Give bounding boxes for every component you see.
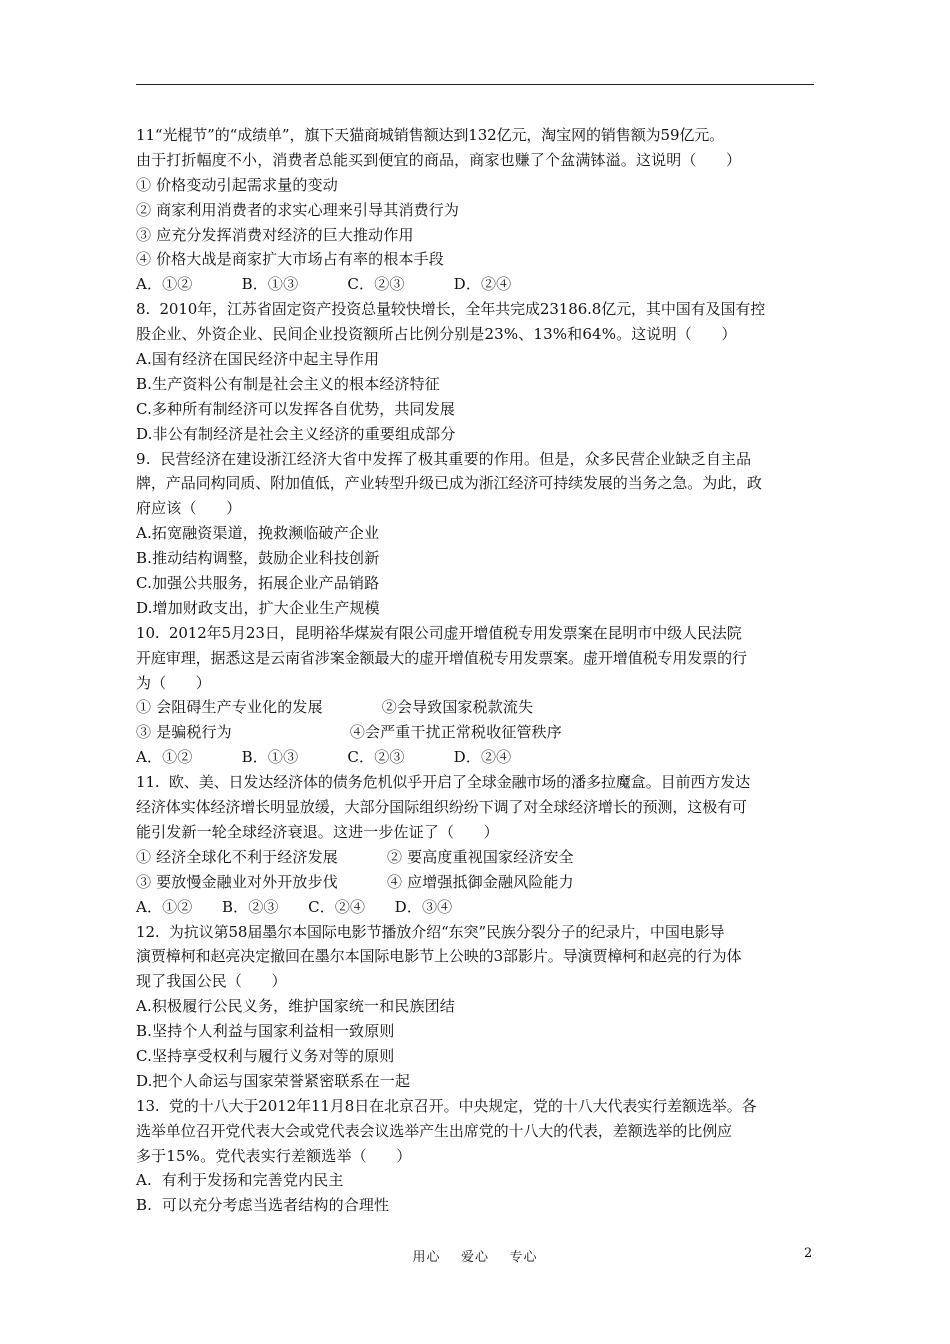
text-line: 多于15%。党代表实行差额选举（ ）: [136, 1146, 412, 1165]
text-line: 9. 民营经济在建设浙江经济大省中发挥了极其重要的作用。但是，众多民营企业缺乏自主品: [136, 449, 752, 468]
text-line: ① 会阻碍生产专业化的发展 ②会导致国家税款流失: [136, 698, 534, 717]
text-line: 牌，产品同构同质、附加值低，产业转型升级已成为浙江经济可持续发展的当务之急。为此，政: [136, 474, 762, 493]
text-line: A. 有利于发扬和完善党内民主: [136, 1171, 344, 1190]
text-line: 11. 欧、美、日发达经济体的债务危机似乎开启了全球金融市场的潘多拉魔盒。目前西方发达: [136, 773, 750, 792]
text-line: ① 经济全球化不利于经济发展 ② 要高度重视国家经济安全: [136, 847, 574, 866]
text-line: ③ 是骗税行为 ④会严重干扰正常税收征管秩序: [136, 723, 562, 742]
text-line: 经济体实体经济增长明显放缓，大部分国际组织纷纷下调了对全球经济增长的预测，这极有可: [136, 798, 747, 817]
page-number: 2: [804, 1246, 813, 1261]
text-line: ② 商家利用消费者的求实心理来引导其消费行为: [136, 200, 460, 219]
footer-motto: 用心 爱心 专心: [412, 1250, 538, 1265]
text-line: B. 可以充分考虑当选者结构的合理性: [136, 1196, 390, 1215]
text-line: A.国有经济在国民经济中起主导作用: [136, 350, 380, 369]
text-line: C.多种所有制经济可以发挥各自优势，共同发展: [136, 399, 456, 418]
text-line: 选举单位召开党代表大会或党代表会议选举产生出席党的十八大的代表，差额选举的比例应: [136, 1121, 733, 1140]
text-line: A.拓宽融资渠道，挽救濒临破产企业: [136, 524, 380, 543]
text-line: 11“光棍节”的“成绩单”，旗下天猫商城销售额达到132亿元，淘宝网的销售额为59亿元。: [136, 126, 725, 144]
text-line: D.非公有制经济是社会主义经济的重要组成部分: [136, 424, 456, 443]
header-rule: [136, 84, 814, 85]
text-line: 演贾樟柯和赵亮决定撤回在墨尔本国际电影节上公映的3部影片。导演贾樟柯和赵亮的行为体: [136, 947, 742, 966]
text-line: 为（ ）: [136, 673, 211, 692]
text-line: 13. 党的十八大于2012年11月8日在北京召开。中央规定，党的十八大代表实行差额选举。各: [136, 1096, 757, 1115]
page-footer: [0, 1246, 950, 1268]
text-line: D.把个人命运与国家荣誉紧密联系在一起: [136, 1071, 411, 1090]
text-line: ③ 应充分发挥消费对经济的巨大推动作用: [136, 225, 414, 244]
page-body: [136, 123, 826, 1218]
text-line: ① 价格变动引起需求量的变动: [136, 175, 338, 194]
text-line: ④ 价格大战是商家扩大市场占有率的根本手段: [136, 250, 444, 269]
text-line: B.推动结构调整，鼓励企业科技创新: [136, 549, 380, 568]
text-line: B.生产资料公有制是社会主义的根本经济特征: [136, 374, 440, 393]
text-line: 10. 2012年5月23日，昆明裕华煤炭有限公司虚开增值税专用发票案在昆明市中级人民法院: [136, 623, 742, 642]
text-line: 现了我国公民（ ）: [136, 972, 287, 991]
text-line: 股企业、外资企业、民间企业投资额所占比例分别是23%、13%和64%。这说明（ ）: [136, 325, 737, 344]
text-line: A．①② B．①③ C．②③ D．②④: [136, 748, 512, 767]
text-line: A.积极履行公民义务，维护国家统一和民族团结: [136, 997, 455, 1016]
text-line: B.坚持个人利益与国家利益相一致原则: [136, 1022, 395, 1041]
text-line: 府应该（ ）: [136, 499, 242, 518]
text-line: 12. 为抗议第58届墨尔本国际电影节播放介绍“东突”民族分裂分子的纪录片，中国电影导: [136, 922, 725, 941]
text-line: A．①② B．②③ C．②④ D．③④: [136, 897, 453, 916]
text-line: 开庭审理，据悉这是云南省涉案金额最大的虚开增值税专用发票案。虚开增值税专用发票的行: [136, 648, 747, 667]
text-line: ③ 要放慢金融业对外开放步伐 ④ 应增强抵御金融风险能力: [136, 872, 574, 891]
text-line: 能引发新一轮全球经济衰退。这进一步佐证了（ ）: [136, 822, 499, 841]
text-line: C.坚持享受权利与履行义务对等的原则: [136, 1046, 395, 1065]
text-line: 8. 2010年，江苏省固定资产投资总量较快增长，全年共完成23186.8亿元，其中国有及国有控: [136, 300, 766, 319]
text-line: A．①② B．①③ C．②③ D．②④: [136, 275, 512, 294]
text-line: C.加强公共服务，拓展企业产品销路: [136, 574, 380, 593]
text-line: D.增加财政支出，扩大企业生产规模: [136, 598, 380, 617]
text-line: 由于打折幅度不小，消费者总能买到便宜的商品，商家也赚了个盆满钵溢。这说明（ ）: [136, 150, 742, 169]
